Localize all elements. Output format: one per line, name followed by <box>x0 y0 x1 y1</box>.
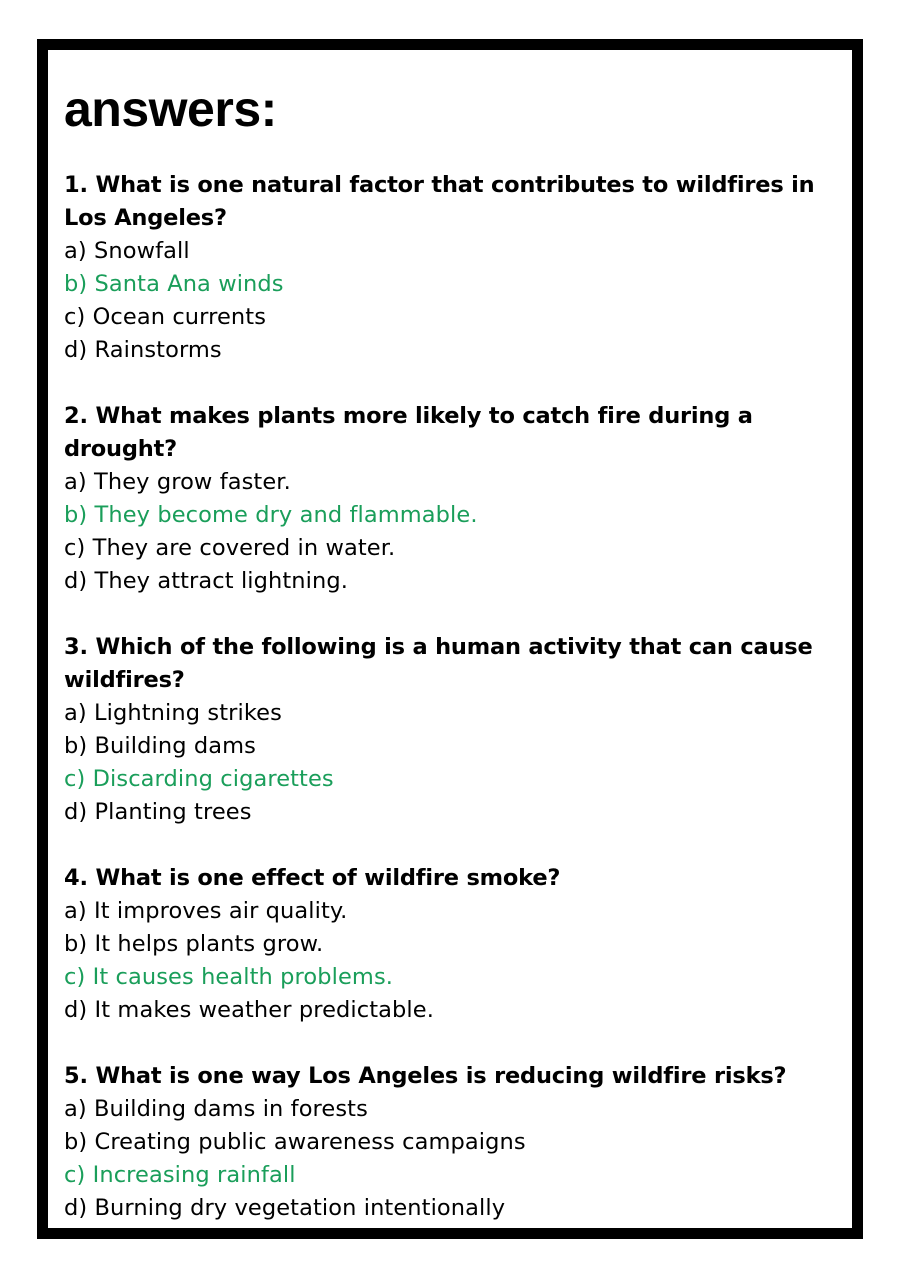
answer-option: d) It makes weather predictable. <box>64 997 434 1023</box>
question-number: 1. <box>64 172 88 198</box>
answer-option-correct: c) It causes health problems. <box>64 964 394 990</box>
question-prompt: Which of the following is a human activity that can cause wildfires? <box>64 634 813 693</box>
answer-option: b) Building dams <box>64 733 256 759</box>
answer-option-correct: c) Discarding cigarettes <box>64 766 334 792</box>
question-4 <box>64 862 824 1027</box>
question-1 <box>64 169 824 367</box>
answer-option: a) Snowfall <box>64 238 190 264</box>
answer-option: b) It helps plants grow. <box>64 931 324 957</box>
question-text <box>64 862 824 895</box>
answer-option: c) Ocean currents <box>64 304 267 330</box>
answer-option: a) They grow faster. <box>64 469 291 495</box>
question-prompt: What is one way Los Angeles is reducing wildfire risks? <box>95 1063 787 1089</box>
question-number: 4. <box>64 865 88 891</box>
answer-option-correct: b) They become dry and flammable. <box>64 502 478 528</box>
answer-option: c) They are covered in water. <box>64 535 396 561</box>
question-3 <box>64 631 824 829</box>
answer-option-correct: c) Increasing rainfall <box>64 1162 296 1188</box>
question-text <box>64 1060 824 1093</box>
question-number: 2. <box>64 403 88 429</box>
answer-option: d) Planting trees <box>64 799 252 825</box>
question-number: 5. <box>64 1063 88 1089</box>
answer-list <box>64 169 824 1225</box>
question-5 <box>64 1060 824 1225</box>
question-prompt: What is one effect of wildfire smoke? <box>95 865 561 891</box>
answer-option: a) It improves air quality. <box>64 898 348 924</box>
page-title: answers: <box>64 81 277 137</box>
question-2 <box>64 400 824 598</box>
answer-option: d) They attract lightning. <box>64 568 349 594</box>
answer-option: a) Lightning strikes <box>64 700 282 726</box>
question-prompt: What makes plants more likely to catch fire during a drought? <box>64 403 753 462</box>
answer-option: d) Burning dry vegetation intentionally <box>64 1195 506 1221</box>
answer-option-correct: b) Santa Ana winds <box>64 271 284 297</box>
answer-option: d) Rainstorms <box>64 337 222 363</box>
question-prompt: What is one natural factor that contributes to wildfires in Los Angeles? <box>64 172 815 231</box>
question-text <box>64 400 824 466</box>
answer-option: b) Creating public awareness campaigns <box>64 1129 526 1155</box>
question-number: 3. <box>64 634 88 660</box>
question-text <box>64 169 824 235</box>
question-text <box>64 631 824 697</box>
answer-option: a) Building dams in forests <box>64 1096 368 1122</box>
